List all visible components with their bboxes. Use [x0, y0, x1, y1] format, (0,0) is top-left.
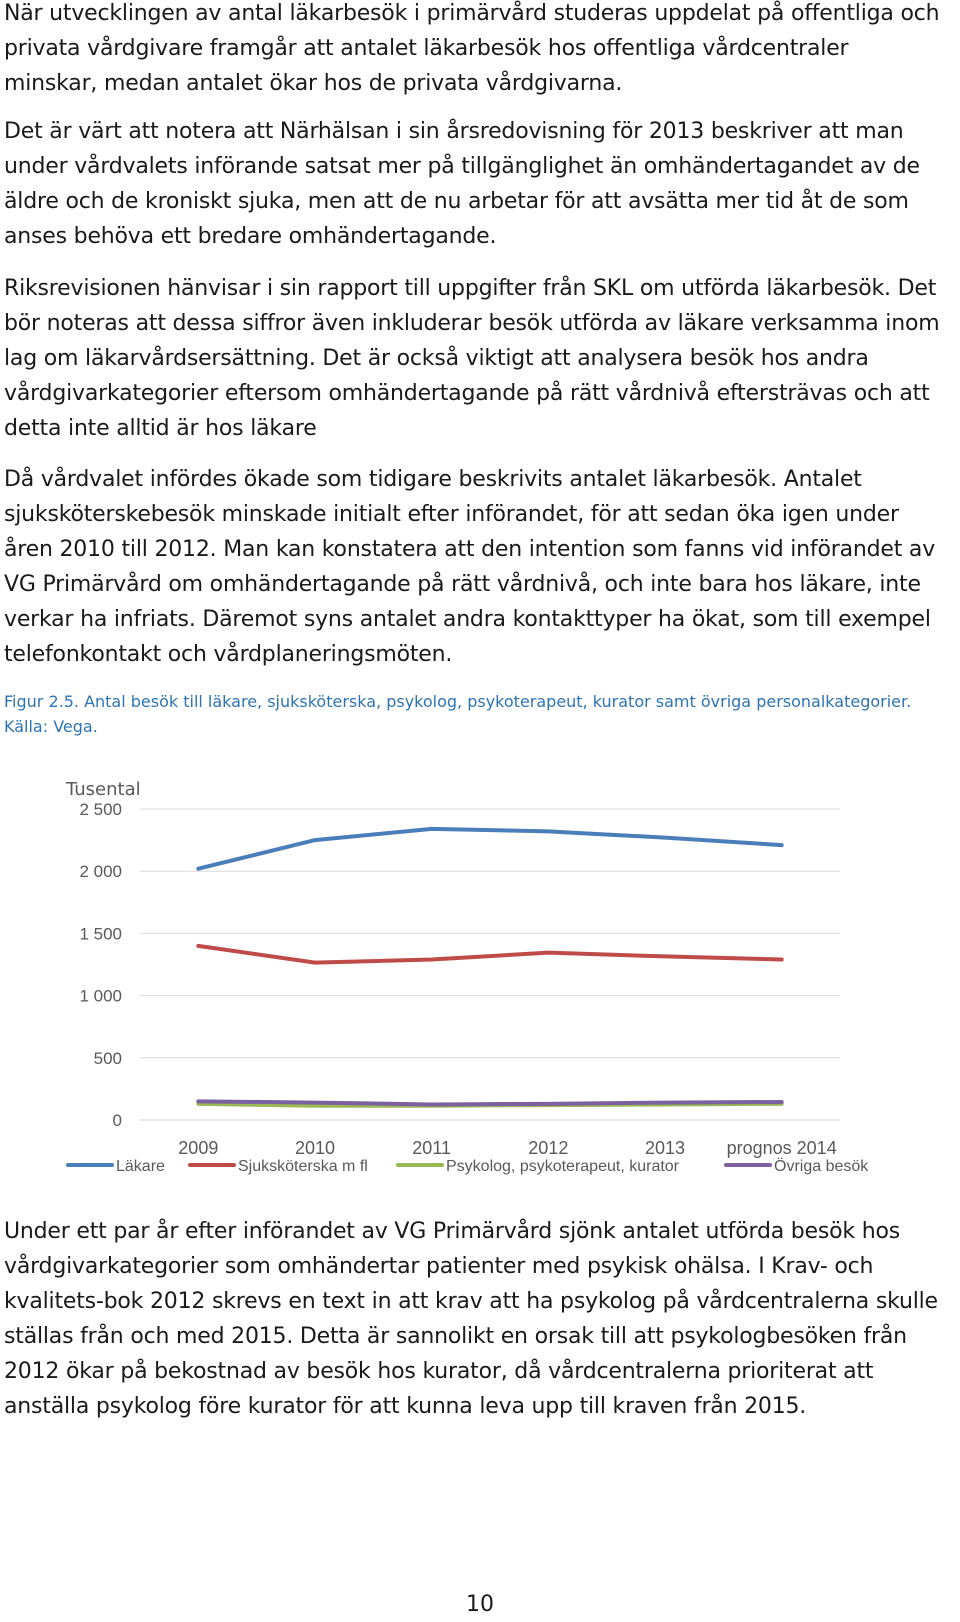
legend-label: Läkare	[116, 1158, 165, 1175]
x-tick-label: 2013	[644, 1138, 686, 1158]
y-axis-unit-label: Tusental	[66, 780, 141, 800]
figure-caption: Figur 2.5. Antal besök till läkare, sjuksköterska, psykolog, psykoterapeut, kurator samt övriga personalkategorier. Källa: Vega.	[4, 692, 912, 736]
series-line-2	[198, 946, 781, 963]
y-tick-label: 0	[112, 1111, 122, 1130]
paragraph-1: När utvecklingen av antal läkarbesök i primärvård studeras uppdelat på offentliga och privata vårdgivare framgår att antalet läkarbesök hos offentliga vårdcentraler minskar, medan antalet ökar hos de privata vårdgivarna.	[4, 1, 940, 96]
chart-series	[198, 829, 782, 1106]
x-tick-label: prognos 2014	[726, 1138, 837, 1158]
y-tick-label: 2 000	[79, 862, 122, 882]
paragraph-3: Riksrevisionen hänvisar i sin rapport till uppgifter från SKL om utförda läkarbesök. Det bör noteras att dessa siffror även inkluderar besök utförda av läkare verksamma inom lag om läkarvårdsersättning. Det är också viktigt att analysera besök hos andra vårdgivarkategorier eftersom omhändertagande på rätt vårdnivå eftersträvas och att detta inte alltid är hos läkare	[4, 276, 940, 441]
paragraph-4: Då vårdvalet infördes ökade som tidigare beskrivits antalet läkarbesök. Antalet sjuksköterskebesök minskade initialt efter införandet, för att sedan öka igen under åren 2010 till 2012. Man kan konstatera att den intention som fanns vid införandet av VG Primärvård om omhändertagande på rätt vårdnivå, och inte bara hos läkare, inte verkar ha infriats. Däremot syns antalet andra kontakttyper ha ökat, som till exempel telefonkontakt och vårdplaneringsmöten.	[4, 467, 936, 667]
legend-label: Psykolog, psykoterapeut, kurator	[446, 1158, 680, 1175]
legend-label: Sjuksköterska m fl	[238, 1158, 368, 1175]
y-axis-ticks	[79, 800, 122, 1130]
paragraph-2: Det är värt att notera att Närhälsan i sin årsredovisning för 2013 beskriver att man under vårdvalets införande satsat mer på tillgänglighet än omhändertagandet av de äldre och de kroniskt sjuka, men att de nu arbetar för att avsätta mer tid åt de som anses behöva ett bredare omhändertagande.	[4, 119, 920, 249]
chart-legend	[68, 1157, 869, 1175]
y-tick-label: 1 000	[79, 986, 122, 1006]
x-tick-label: 2012	[528, 1138, 569, 1158]
y-tick-label: 2 500	[79, 800, 122, 819]
x-tick-label: 2011	[412, 1138, 452, 1158]
y-tick-label: 500	[93, 1048, 122, 1068]
x-axis-ticks	[178, 1138, 836, 1158]
line-chart	[0, 780, 960, 1180]
series-line-1	[198, 829, 781, 869]
x-tick-label: 2010	[294, 1138, 336, 1158]
legend-label: Övriga besök	[774, 1158, 869, 1175]
y-tick-label: 1 500	[79, 924, 122, 944]
paragraph-5: Under ett par år efter införandet av VG Primärvård sjönk antalet utförda besök hos vårdgivarkategorier som omhändertar patienter med psykisk ohälsa. I Krav- och kvalitets-bok 2012 skrevs en text in att krav att ha psykolog på vårdcentralerna skulle ställas från och med 2015. Detta är sannolikt en orsak till att psykologbesöken från 2012 ökar på bekostnad av besök hos kurator, då vårdcentralerna prioriterat att anställa psykolog före kurator för att kunna leva upp till kraven från 2015.	[4, 1219, 938, 1419]
page-number: 10	[466, 1592, 494, 1617]
series-line-4	[198, 1101, 781, 1104]
x-tick-label: 2009	[178, 1138, 219, 1158]
